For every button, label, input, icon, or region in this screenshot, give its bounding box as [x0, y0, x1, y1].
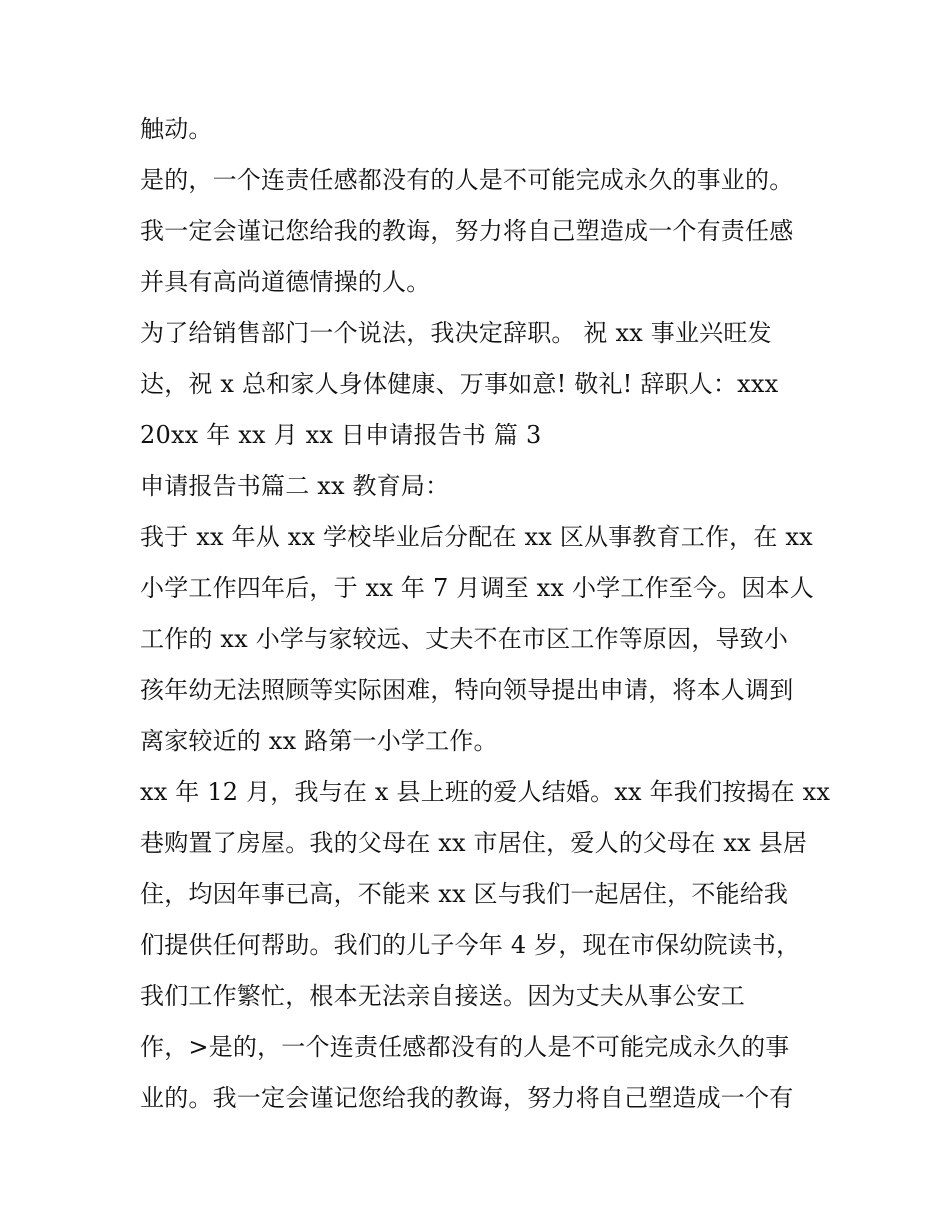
- text-line: 离家较近的 xx 路第一小学工作。: [140, 727, 498, 755]
- text-line: 作，>是的，一个连责任感都没有的人是不可能完成永久的事: [140, 1033, 790, 1061]
- text-line: 们提供任何帮助。我们的儿子今年 4 岁，现在市保幼院读书，: [140, 931, 801, 959]
- text-line: 达，祝 x 总和家人身体健康、万事如意! 敬礼! 辞职人：xxx: [140, 370, 779, 398]
- text-line: 业的。我一定会谨记您给我的教诲，努力将自己塑造成一个有: [140, 1084, 794, 1112]
- text-line: 小学工作四年后，于 xx 年 7 月调至 xx 小学工作至今。因本人: [140, 574, 814, 602]
- text-line: 触动。: [140, 115, 213, 143]
- text-line: 为了给销售部门一个说法，我决定辞职。 祝 xx 事业兴旺发: [140, 319, 772, 347]
- text-line: 住，均因年事已高，不能来 xx 区与我们一起居住，不能给我: [140, 880, 789, 908]
- text-line: 工作的 xx 小学与家较远、丈夫不在市区工作等原因，导致小: [140, 625, 789, 653]
- text-line: 申请报告书篇二 xx 教育局：: [140, 472, 450, 500]
- text-line: 是的，一个连责任感都没有的人是不可能完成永久的事业的。: [140, 166, 794, 194]
- text-line: 我于 xx 年从 xx 学校毕业后分配在 xx 区从事教育工作，在 xx: [140, 523, 813, 551]
- text-line: 孩年幼无法照顾等实际困难，特向领导提出申请，将本人调到: [140, 676, 794, 704]
- text-line: 我们工作繁忙，根本无法亲自接送。因为丈夫从事公安工: [140, 982, 745, 1010]
- text-line: xx 年 12 月，我与在 x 县上班的爱人结婚。xx 年我们按揭在 xx: [140, 778, 831, 806]
- text-line: 并具有高尚道德情操的人。: [140, 268, 431, 296]
- text-line: 巷购置了房屋。我的父母在 xx 市居住，爱人的父母在 xx 县居: [140, 829, 808, 857]
- text-line: 我一定会谨记您给我的教诲，努力将自己塑造成一个有责任感: [140, 217, 794, 245]
- body-text: [140, 104, 830, 1124]
- text-line: 20xx 年 xx 月 xx 日申请报告书 篇 3: [140, 421, 542, 449]
